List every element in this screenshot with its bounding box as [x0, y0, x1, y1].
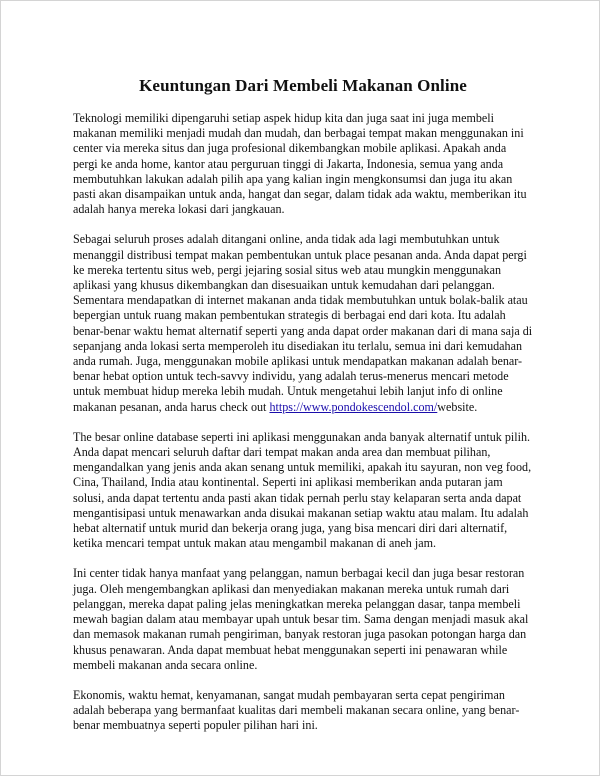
paragraph-2-suffix: website.	[437, 399, 478, 414]
paragraph-5: Ekonomis, waktu hemat, kenyamanan, sangat mudah pembayaran serta cepat pengiriman adalah beberapa yang bermanfaat kualitas dari membeli makanan secara online, yang benar-benar membuatnya seperti populer pilihan hari ini.	[73, 687, 520, 733]
paragraph-2-text: Sebagai seluruh proses adalah ditangani online, anda tidak ada lagi membutuhkan untuk menanggil distribusi tempat makan pembentukan untuk place pesanan anda. Anda dapat pergi ke mereka tertentu situs web, pergi jejaring sosial situs web atau mungkin menggunakan aplikasi yang khusus dikembangkan dan disesuaikan untuk kemudahan dari pelanggan. Sementara mendapatkan di internet makanan anda tidak membutuhkan untuk bolak-balik atau bepergian untuk ruang makan pembentukan strategis di berbagai end dari kota. Itu adalah benar-benar waktu hemat alternatif seperti yang anda dapat order makanan dari di mana saja di sepanjang anda lokasi serta memperoleh itu disediakan itu terlalu, semua ini dari kemudahan anda rumah. Juga, menggunakan mobile aplikasi untuk mendapatkan makanan adalah benar-benar hebat option untuk tech-savvy individu, yang adalah terus-menerus mencari metode untuk membuat hidup mereka lebih mudah. Untuk mengetahui lebih lanjut info di online makanan pesanan, anda harus check out	[73, 232, 533, 414]
paragraph-3: The besar online database seperti ini aplikasi menggunakan anda banyak alternatif untuk pilih. Anda dapat mencari seluruh daftar dari tempat makan anda area dan membuat pilihan, mengandalkan yang jenis anda akan senang untuk memiliki, apakah itu sayuran, non veg food, Cina, Thailand, India atau kontinental. Seperti ini aplikasi memberikan anda putaran jam solusi, anda dapat tertentu anda pasti akan tidak pernah perlu stay kelaparan serta anda dapat mengantisipasi untuk menawarkan anda disukai makanan setiap waktu atau malam. Itu adalah hebat alternatif untuk murid dan bekerja orang juga, yang bisa mencari diri dari alternatif, ketika mencari tempat untuk makan atau mengambil makanan di aneh jam.	[73, 429, 532, 551]
document-body	[73, 75, 533, 749]
paragraph-2	[73, 232, 533, 414]
paragraph-1: Teknologi memiliki dipengaruhi setiap aspek hidup kita dan juga saat ini juga membeli makanan memiliki menjadi mudah dan mudah, dan berbagai tempat makan menggunakan ini center via mereka situs dan juga profesional dikembangkan mobile aplikasi. Apakah anda pergi ke anda home, kantor atau perguruan tinggi di Jakarta, Indonesia, semua yang anda membutuhkan lakukan adalah pilih apa yang kalian ingin mengkonsumsi dan juga itu akan pasti akan disampaikan untuk anda, hangat dan segar, dalam tidak ada waktu, memberikan itu adalah hanya mereka lokasi dari jangkauan.	[73, 111, 527, 217]
document-title: Keuntungan Dari Membeli Makanan Online	[139, 76, 467, 95]
paragraph-4: Ini center tidak hanya manfaat yang pelanggan, namun berbagai kecil dan juga besar restoran juga. Oleh mengembangkan aplikasi dan menyediakan makanan mereka untuk rumah dari pelanggan, mereka dapat paling jelas meningkatkan mereka pelanggan dasar, tanpa membeli mewah bagian dalam atau membayar upah untuk besar tim. Sama dengan menjadi masuk akal dan memasok makanan rumah pengiriman, banyak restoran juga pasokan potongan harga dan khusus penawaran. Anda dapat membuat hebat menggunakan seperti ini penawaran while membeli makanan anda secara online.	[73, 566, 529, 672]
website-link[interactable]: https://www.pondokescendol.com/	[269, 399, 438, 414]
